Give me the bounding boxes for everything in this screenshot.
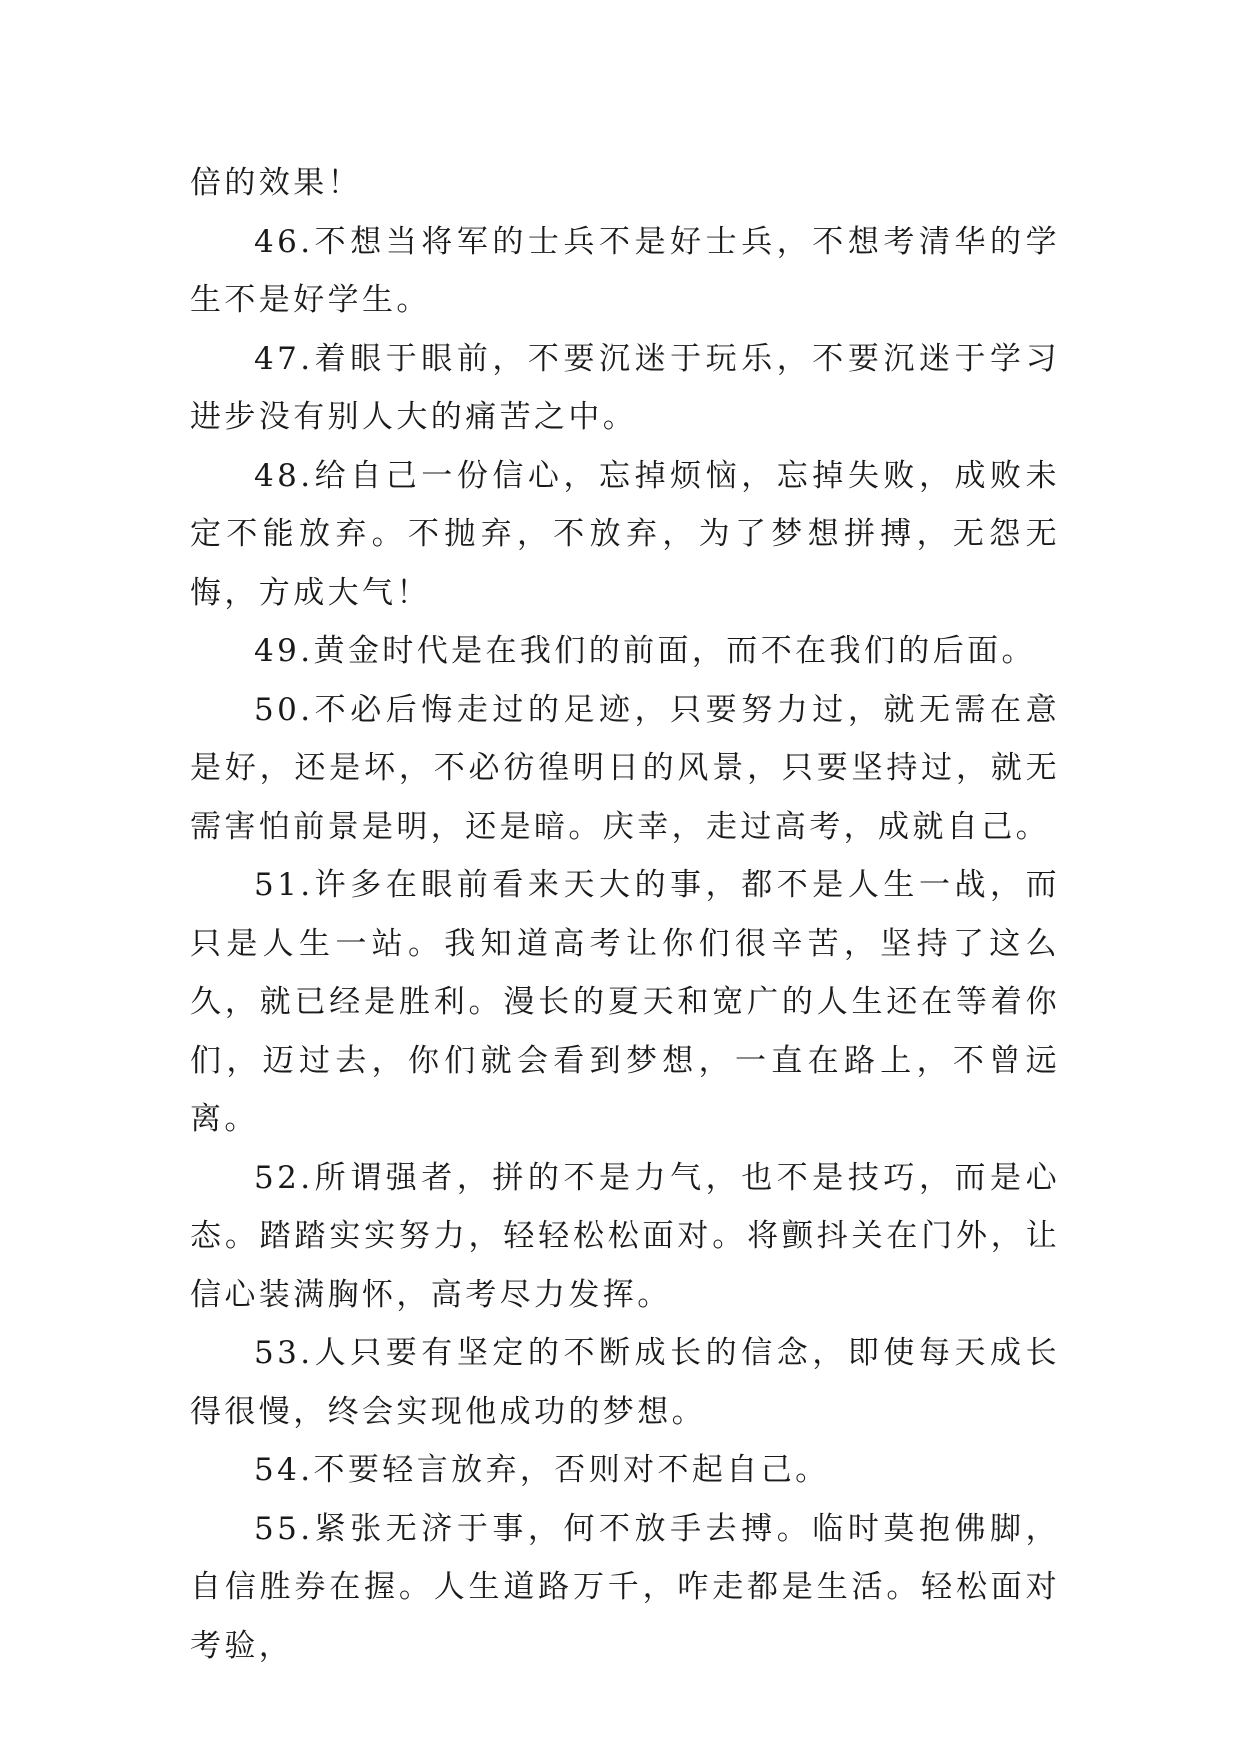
paragraph-item-47: 47.着眼于眼前，不要沉迷于玩乐，不要沉迷于学习进步没有别人大的痛苦之中。 [190,340,1060,435]
paragraph-item-51: 51.许多在眼前看来天大的事，都不是人生一战，而只是人生一站。我知道高考让你们很辛苦，坚持了这么久，就已经是胜利。漫长的夏天和宽广的人生还在等着你们，迈过去，你们就会看到梦想，一直在路上，不曾远离。 [190,867,1060,1137]
paragraph-item-46: 46.不想当将军的士兵不是好士兵，不想考清华的学生不是好学生。 [190,223,1060,318]
paragraph-item-55: 55.紧张无济于事，何不放手去搏。临时莫抱佛脚，自信胜券在握。人生道路万千，咋走都是生活。轻松面对考验， [190,1510,1060,1664]
paragraph-item-49: 49.黄金时代是在我们的前面，而不在我们的后面。 [254,633,1036,669]
paragraph-item-54: 54.不要轻言放弃，否则对不起自己。 [254,1452,830,1488]
paragraph-item-48: 48.给自己一份信心，忘掉烦恼，忘掉失败，成败未定不能放弃。不抛弃，不放弃，为了梦想拼搏，无怨无悔，方成大气！ [190,457,1060,611]
paragraph-item-50: 50.不必后悔走过的足迹，只要努力过，就无需在意是好，还是坏，不必彷徨明日的风景，只要坚持过，就无需害怕前景是明，还是暗。庆幸，走过高考，成就自己。 [190,691,1060,845]
document-body [190,154,1060,1675]
paragraph-continuation: 倍的效果！ [190,165,362,201]
paragraph-item-53: 53.人只要有坚定的不断成长的信念，即使每天成长得很慢，终会实现他成功的梦想。 [190,1335,1060,1430]
paragraph-item-52: 52.所谓强者，拼的不是力气，也不是技巧，而是心态。踏踏实实努力，轻轻松松面对。将颤抖关在门外，让信心装满胸怀，高考尽力发挥。 [190,1159,1060,1313]
